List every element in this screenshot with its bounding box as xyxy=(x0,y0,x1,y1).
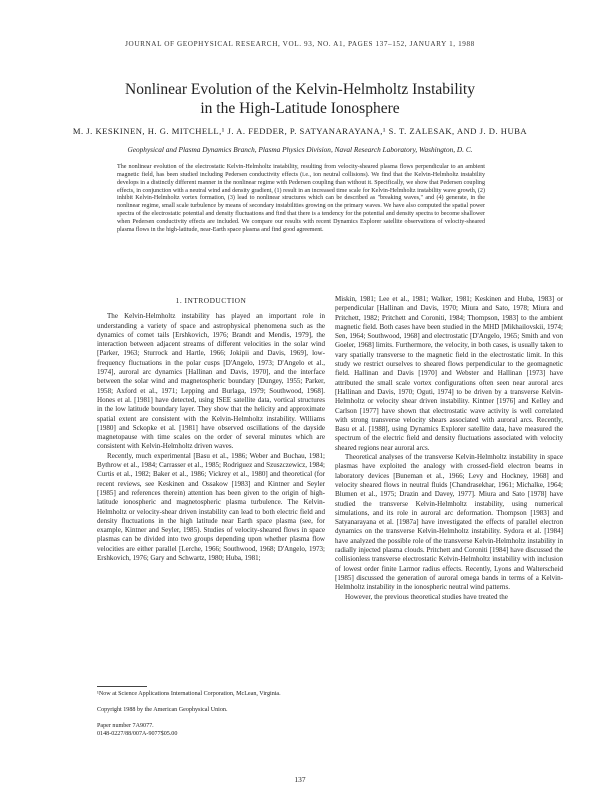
body-paragraph: Miskin, 1981; Lee et al., 1981; Walker, 1981; Keskinen and Huba, 1983] or perpendicular [Hallinan and Davis, 1970; Miura and Sato, 1978; Miura and Pritchett, 1982; Pritchett and Coroniti, 1984; Thompson, 1983] to the ambient magnetic field. Both cases have been studied in the MHD [Mikhailovskii, 1974; Sen, 1964; Southwood, 1968] and electrostatic [D'Angelo, 1965; Smith and von Goeler, 1968] limits. Furthermore, the velocity, in both cases, is usually taken to vary spatially transverse to the magnetic field in the electrostatic limit. In this study we restrict ourselves to sheared flows perpendicular to the geomagnetic field. Hallinan and Davis [1970] and Webster and Hallinan [1973] have attributed the small scale vortex configurations often seen near auroral arcs [Hallinan and Davis, 1970; Oguti, 1974] to be driven by a transverse Kelvin-Helmholtz or velocity shear driven instability. Kintner [1976] and Kelley and Carlson [1977] have shown that electrostatic wave activity is well correlated with strong transverse velocity shears associated with auroral arcs. Recently, Basu et al. [1988], using Dynamics Explorer satellite data, have measured the spectrum of the electric field and density fluctuations associated with velocity sheared regions near auroral arcs. xyxy=(335,295,563,452)
paper-title xyxy=(60,80,540,118)
page-number: 137 xyxy=(294,775,306,784)
left-column xyxy=(97,296,325,563)
body-paragraph: Theoretical analyses of the transverse Kelvin-Helmholtz instability in space plasmas have exploited the analogy with crossed-field electron beams in laboratory devices [Buneman et al., 1966; Levy and Hockney, 1968] and velocity sheared flows in neutral fluids [Chandrasekhar, 1961; Michalke, 1964; Blumen et al., 1975; Drazin and Davey, 1977]. Miura and Sato [1978] have studied the transverse Kelvin-Helmholtz instability, using numerical simulations, and its role in auroral arc deformation. Thompson [1983] and Satyanarayana et al. [1987a] have investigated the effects of parallel electron dynamics on the transverse Kelvin-Helmholtz instability. Sydora et al. [1984] have analyzed the possible role of the transverse Kelvin-Helmholtz instability in radially injected plasma clouds. Pritchett and Coroniti [1984] have discussed the collisionless transverse electrostatic Kelvin-Helmholtz instability with inclusion of lowest order finite Larmor radius effects. Recently, Lyons and Walterscheid [1985] discussed the generation of auroral omega bands in terms of a Kelvin-Helmholtz instability in the ionospheric neutral wind patterns. xyxy=(335,453,563,592)
abstract: The nonlinear evolution of the electrostatic Kelvin-Helmholtz instability, resulting from velocity-sheared plasma flows perpendicular to an ambient magnetic field, has been studied including Pedersen conductivity effects (i.e., ion neutral collisions). We find that the Kelvin-Helmholtz instability develops in a distinctly different manner in the nonlinear regime with Pedersen coupling than without it. Specifically, we show that Pedersen coupling effects, in conjunction with a neutral wind and density gradient, (1) result in an increased time scale for Kelvin-Helmholtz instability wave growth, (2) inhibit Kelvin-Helmholtz vortex formation, (3) lead to nonlinear structures which can be described as "breaking waves," and (4) generate, in the nonlinear regime, small scale turbulence by means of secondary instabilities growing on the primary waves. We have also computed the spatial power spectra of the electrostatic potential and density fluctuations and find that there is a tendency for the potential and density spectra to become shallower when Pedersen conductivity effects are included. We compare our results with recent Dynamics Explorer satellite observations of velocity-sheared plasma flows in the high-latitude, near-Earth space plasma and find good agreement. xyxy=(117,164,485,233)
section-heading: 1. INTRODUCTION xyxy=(175,296,247,305)
issn-code: 0148-0227/88/007A-9077$05.00 xyxy=(97,731,178,737)
body-paragraph: However, the previous theoretical studies have treated the xyxy=(345,592,508,601)
body-paragraph: The Kelvin-Helmholtz instability has played an important role in understanding a variety of space and astrophysical phenomena such as the dynamics of comet tails [Ershkovich, 1976; Brandt and Mendis, 1979], the interaction between adjacent streams of different velocities in the solar wind [Parker, 1963; Sturrock and Hartle, 1966; Jokipii and Davis, 1969], low-frequency fluctuations in the polar cusps [D'Angelo, 1973; D'Angelo et al., 1974], auroral arc dynamics [Hallinan and Davis, 1970], and the interface between the solar wind and magnetospheric boundary [Dungey, 1955; Parker, 1958; Axford et al., 1971; Lepping and Burlaga, 1979; Southwood, 1968]. Hones et al. [1981] have detected, using ISEE satellite data, vortical structures in the low latitude boundary layer. They show that the helicity and approximate spatial extent are consistent with the Kelvin-Helmholtz instability. Williams [1980] and Sckopke et al. [1981] have observed oscillations of the dayside magnetopause with time scales on the order of several minutes which are consistent with Kelvin-Helmholtz driven waves. xyxy=(97,312,325,451)
title-line-2: in the High-Latitude Ionosphere xyxy=(200,100,400,117)
footnote-rule xyxy=(97,686,147,687)
paper-number: Paper number 7A9077. xyxy=(97,723,154,729)
copyright-notice: Copyright 1988 by the American Geophysical Union. xyxy=(97,707,228,713)
footnotes xyxy=(97,686,325,738)
title-line-1: Nonlinear Evolution of the Kelvin-Helmholtz Instability xyxy=(125,81,475,98)
author-affiliation: Geophysical and Plasma Dynamics Branch, Plasma Physics Division, Naval Research Laboratory, Washington, D. C. xyxy=(127,145,473,154)
footnote-affiliation: ¹Now at Science Applications International Corporation, McLean, Virginia. xyxy=(97,691,281,697)
body-paragraph: Recently, much experimental [Basu et al., 1986; Weber and Buchau, 1981; Bythrow et al., 1984; Carrasser et al., 1985; Rodriguez and Szuszczewicz, 1984; Curtis et al., 1982; Baker et al., 1986; Vickrey et al., 1980] and theoretical (for recent reviews, see Keskinen and Ossakow [1983] and Kintner and Seyler [1985] and references therein) attention has been given to the origin of high-latitude ionospheric and magnetospheric plasma turbulence. The Kelvin-Helmholtz or velocity-shear driven instability can lead to both electric field and density fluctuations in the high latitude near Earth space plasma (see, for example, Kintner and Seyler, 1985). Studies of velocity-sheared flows in space plasmas can be divided into two groups depending upon whether plasma flow velocities are either parallel [Lerche, 1966; Southwood, 1968; D'Angelo, 1973; Ershkovich, 1976; Gary and Schwartz, 1980; Huba, 1981; xyxy=(97,451,325,563)
right-column xyxy=(335,295,563,602)
running-head: JOURNAL OF GEOPHYSICAL RESEARCH, VOL. 93, NO. A1, PAGES 137–152, JANUARY 1, 1988 xyxy=(125,40,475,48)
author-list: M. J. KESKINEN, H. G. MITCHELL,¹ J. A. FEDDER, P. SATYANARAYANA,¹ S. T. ZALESAK, AND J. D. HUBA xyxy=(72,126,528,136)
